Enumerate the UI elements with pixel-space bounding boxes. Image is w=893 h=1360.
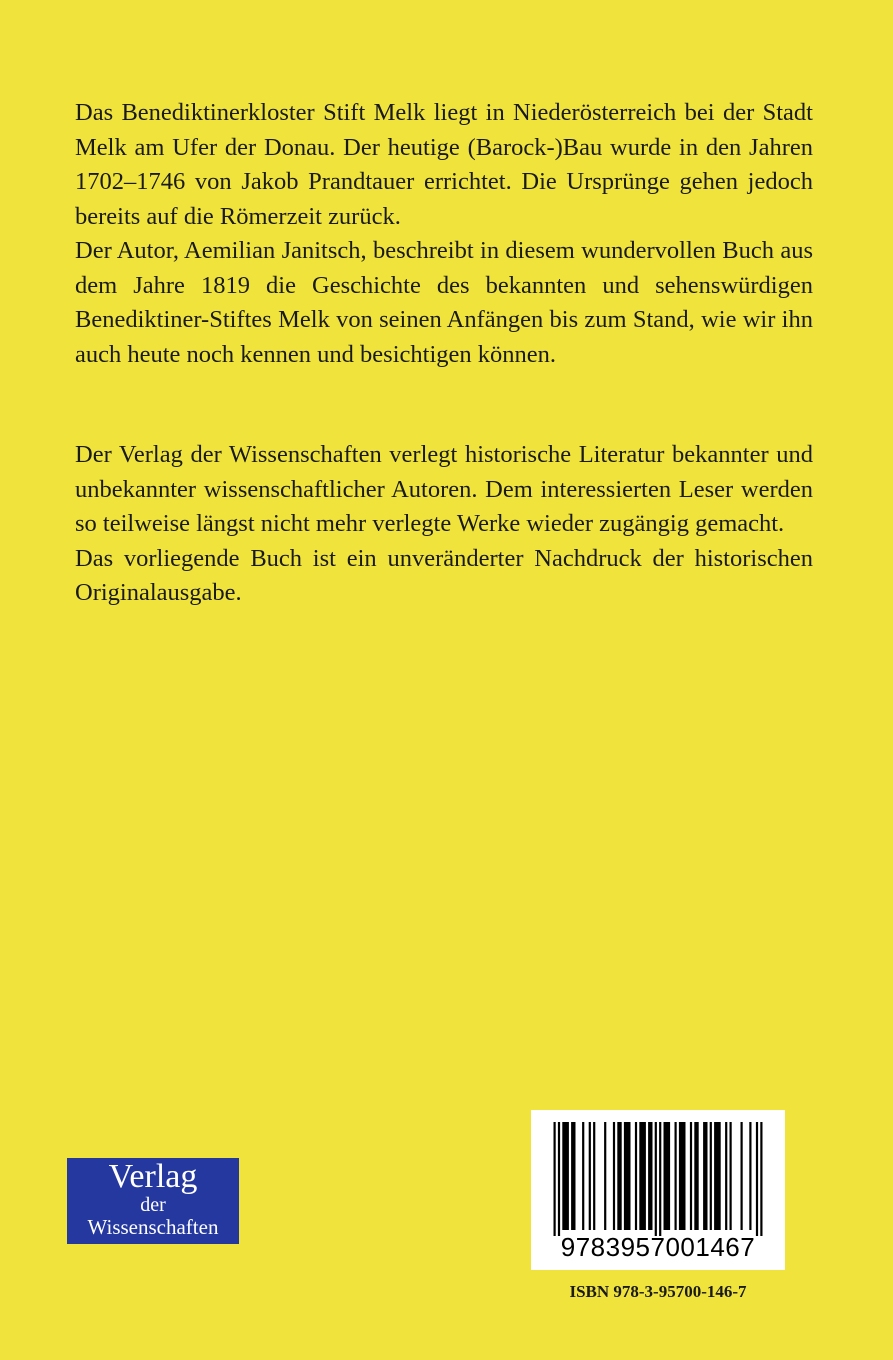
barcode-bar bbox=[617, 1122, 621, 1230]
publisher-info-paragraph: Der Verlag der Wissenschaften verlegt historische Literatur bekannter und unbekannter wissenschaftlicher Autoren. Dem interessierten Leser werden so teilweise längst nicht mehr verlegte Werke wieder zugängig gemacht. bbox=[75, 441, 813, 537]
barcode-bar bbox=[749, 1122, 751, 1230]
barcode-bar bbox=[679, 1122, 686, 1230]
barcode-bar bbox=[589, 1122, 591, 1230]
publisher-logo-line: Verlag bbox=[108, 1158, 198, 1195]
publisher-info-block bbox=[75, 438, 813, 611]
barcode-bar bbox=[760, 1122, 762, 1236]
isbn-label: ISBN 978-3-95700-146-7 bbox=[569, 1282, 747, 1301]
barcode-bar bbox=[571, 1122, 575, 1230]
barcode-bar bbox=[582, 1122, 584, 1230]
barcode-bar bbox=[639, 1122, 646, 1230]
description-paragraph: Der Autor, Aemilian Janitsch, beschreibt in diesem wundervollen Buch aus dem Jahre 1819 die Geschichte des bekannten und sehenswürdigen Benediktiner-Stiftes Melk von seinen Anfängen bis zum Stand, wie wir ihn auch heute noch kennen und besichtigen können. bbox=[75, 237, 813, 368]
barcode-bar bbox=[635, 1122, 637, 1230]
barcode-bar bbox=[730, 1122, 732, 1230]
publisher-logo-line: Wissenschaften bbox=[87, 1215, 219, 1239]
barcode-bar bbox=[725, 1122, 727, 1230]
barcode-bar bbox=[562, 1122, 569, 1230]
barcode-bar bbox=[558, 1122, 560, 1236]
barcode-bar bbox=[703, 1122, 707, 1230]
barcode-bar bbox=[694, 1122, 698, 1230]
barcode-bar bbox=[624, 1122, 631, 1230]
barcode-bar bbox=[664, 1122, 671, 1230]
barcode-bar bbox=[756, 1122, 758, 1236]
publisher-logo-line: der bbox=[140, 1194, 166, 1216]
barcode bbox=[531, 1110, 785, 1270]
publisher-info-paragraph: Das vorliegende Buch ist ein unveränderter Nachdruck der historischen Originalausgabe. bbox=[75, 544, 813, 606]
barcode-bar bbox=[690, 1122, 692, 1230]
barcode-bar bbox=[659, 1122, 661, 1236]
barcode-bar bbox=[604, 1122, 606, 1230]
barcode-bar bbox=[655, 1122, 657, 1236]
barcode-bar bbox=[710, 1122, 712, 1230]
barcode-bar bbox=[593, 1122, 595, 1230]
barcode-digits: 9783957001467 bbox=[560, 1232, 756, 1262]
barcode-bar bbox=[741, 1122, 743, 1230]
barcode-bar bbox=[613, 1122, 615, 1230]
barcode-bar bbox=[675, 1122, 677, 1230]
barcode-bar bbox=[714, 1122, 721, 1230]
publisher-logo bbox=[67, 1158, 239, 1244]
description-paragraph: Das Benediktinerkloster Stift Melk liegt in Niederösterreich bei der Stadt Melk am Ufer der Donau. Der heutige (Barock-)Bau wurde in den Jahren 1702–1746 von Jakob Prandtauer errichtet. Die Ursprünge gehen jedoch bereits auf die Römerzeit zurück. bbox=[75, 99, 813, 230]
barcode-bar bbox=[648, 1122, 652, 1230]
description-block bbox=[75, 96, 813, 372]
barcode-bar bbox=[554, 1122, 556, 1236]
